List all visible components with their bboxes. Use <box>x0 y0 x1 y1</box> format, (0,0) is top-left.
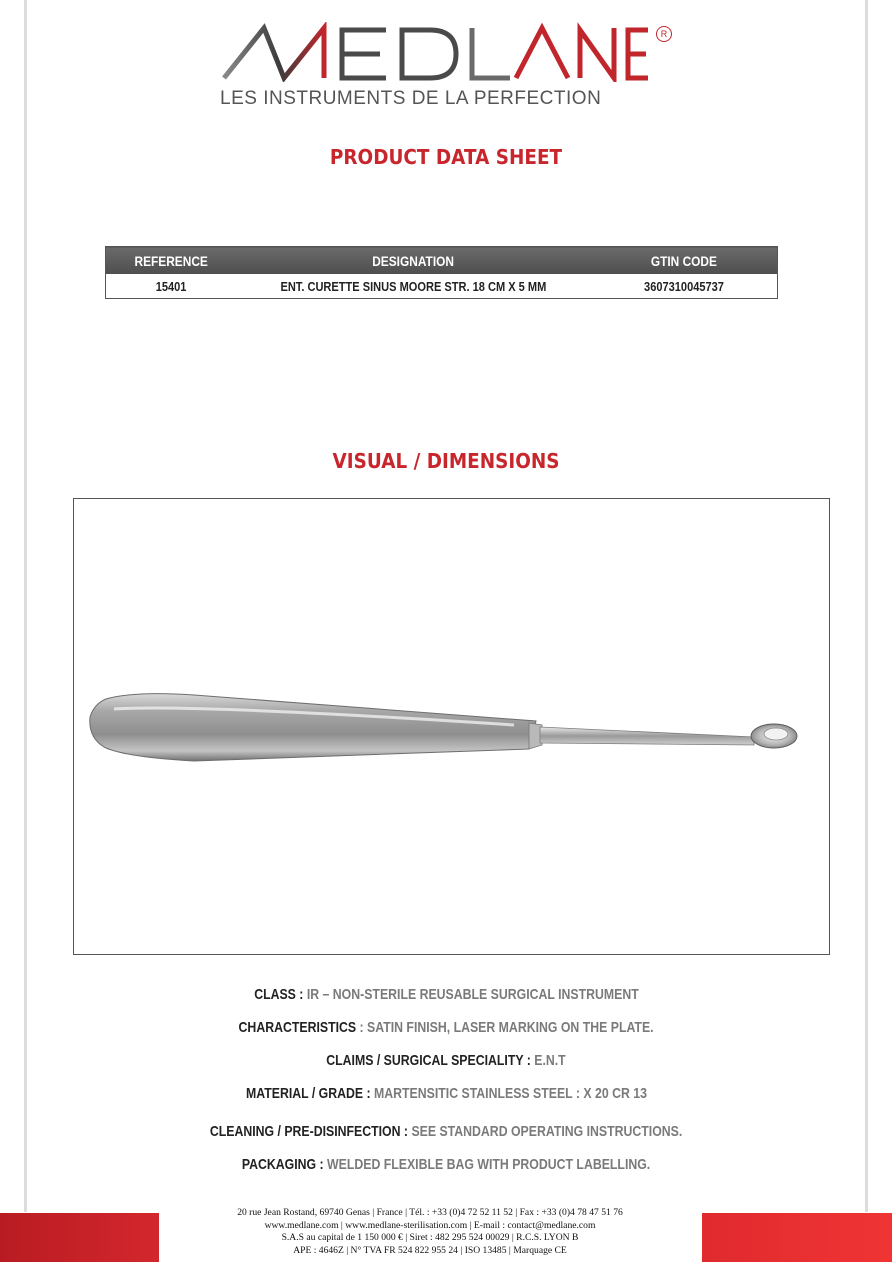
header-reference: REFERENCE <box>106 247 236 275</box>
medlane-wordmark-icon <box>220 22 650 82</box>
curette-instrument-icon <box>74 499 828 953</box>
reference-table <box>105 246 778 299</box>
company-footer <box>200 1207 660 1257</box>
product-image-frame <box>73 498 830 955</box>
registered-mark: R <box>656 26 672 42</box>
footer-address: 20 rue Jean Rostand, 69740 Genas | France | Tél. : +33 (0)4 72 52 11 52 | Fax : +33 (0)4 78 47 51 76 <box>237 1207 623 1218</box>
brand-tagline: LES INSTRUMENTS DE LA PERFECTION <box>220 88 602 109</box>
table-row <box>106 274 778 299</box>
footer-registration: APE : 4646Z | N° TVA FR 524 822 955 24 | ISO 13485 | Marquage CE <box>293 1244 567 1256</box>
spec-class: CLASS : IR – NON-STERILE REUSABLE SURGICAL INSTRUMENT <box>253 986 639 1003</box>
cell-designation: ENT. CURETTE SINUS MOORE STR. 18 CM X 5 MM <box>280 278 546 294</box>
visual-dimensions-title: VISUAL / DIMENSIONS <box>332 449 560 473</box>
spec-material: MATERIAL / GRADE : MARTENSITIC STAINLESS STEEL : X 20 CR 13 <box>245 1085 647 1102</box>
footer-red-bar-right <box>702 1213 892 1262</box>
header-designation: DESIGNATION <box>236 247 591 275</box>
footer-red-bar-left <box>0 1213 159 1262</box>
spec-packaging: PACKAGING : WELDED FLEXIBLE BAG WITH PRODUCT LABELLING. <box>241 1156 651 1173</box>
product-data-sheet-title: PRODUCT DATA SHEET <box>329 145 563 169</box>
spec-cleaning: CLEANING / PRE-DISINFECTION : SEE STANDARD OPERATING INSTRUCTIONS. <box>209 1123 683 1140</box>
footer-web: www.medlane.com | www.medlane-sterilisation.com | E-mail : contact@medlane.com <box>264 1219 596 1231</box>
header-gtin: GTIN CODE <box>591 247 778 275</box>
table-header-row <box>106 247 778 275</box>
cell-reference: 15401 <box>155 278 187 294</box>
spec-characteristics: CHARACTERISTICS : SATIN FINISH, LASER MARKING ON THE PLATE. <box>238 1019 654 1036</box>
footer-legal: S.A.S au capital de 1 150 000 € | Siret : 482 295 524 00029 | R.C.S. LYON B <box>281 1232 579 1244</box>
cell-gtin: 3607310045737 <box>643 278 724 294</box>
spec-claims: CLAIMS / SURGICAL SPECIALITY : E.N.T <box>326 1052 566 1069</box>
